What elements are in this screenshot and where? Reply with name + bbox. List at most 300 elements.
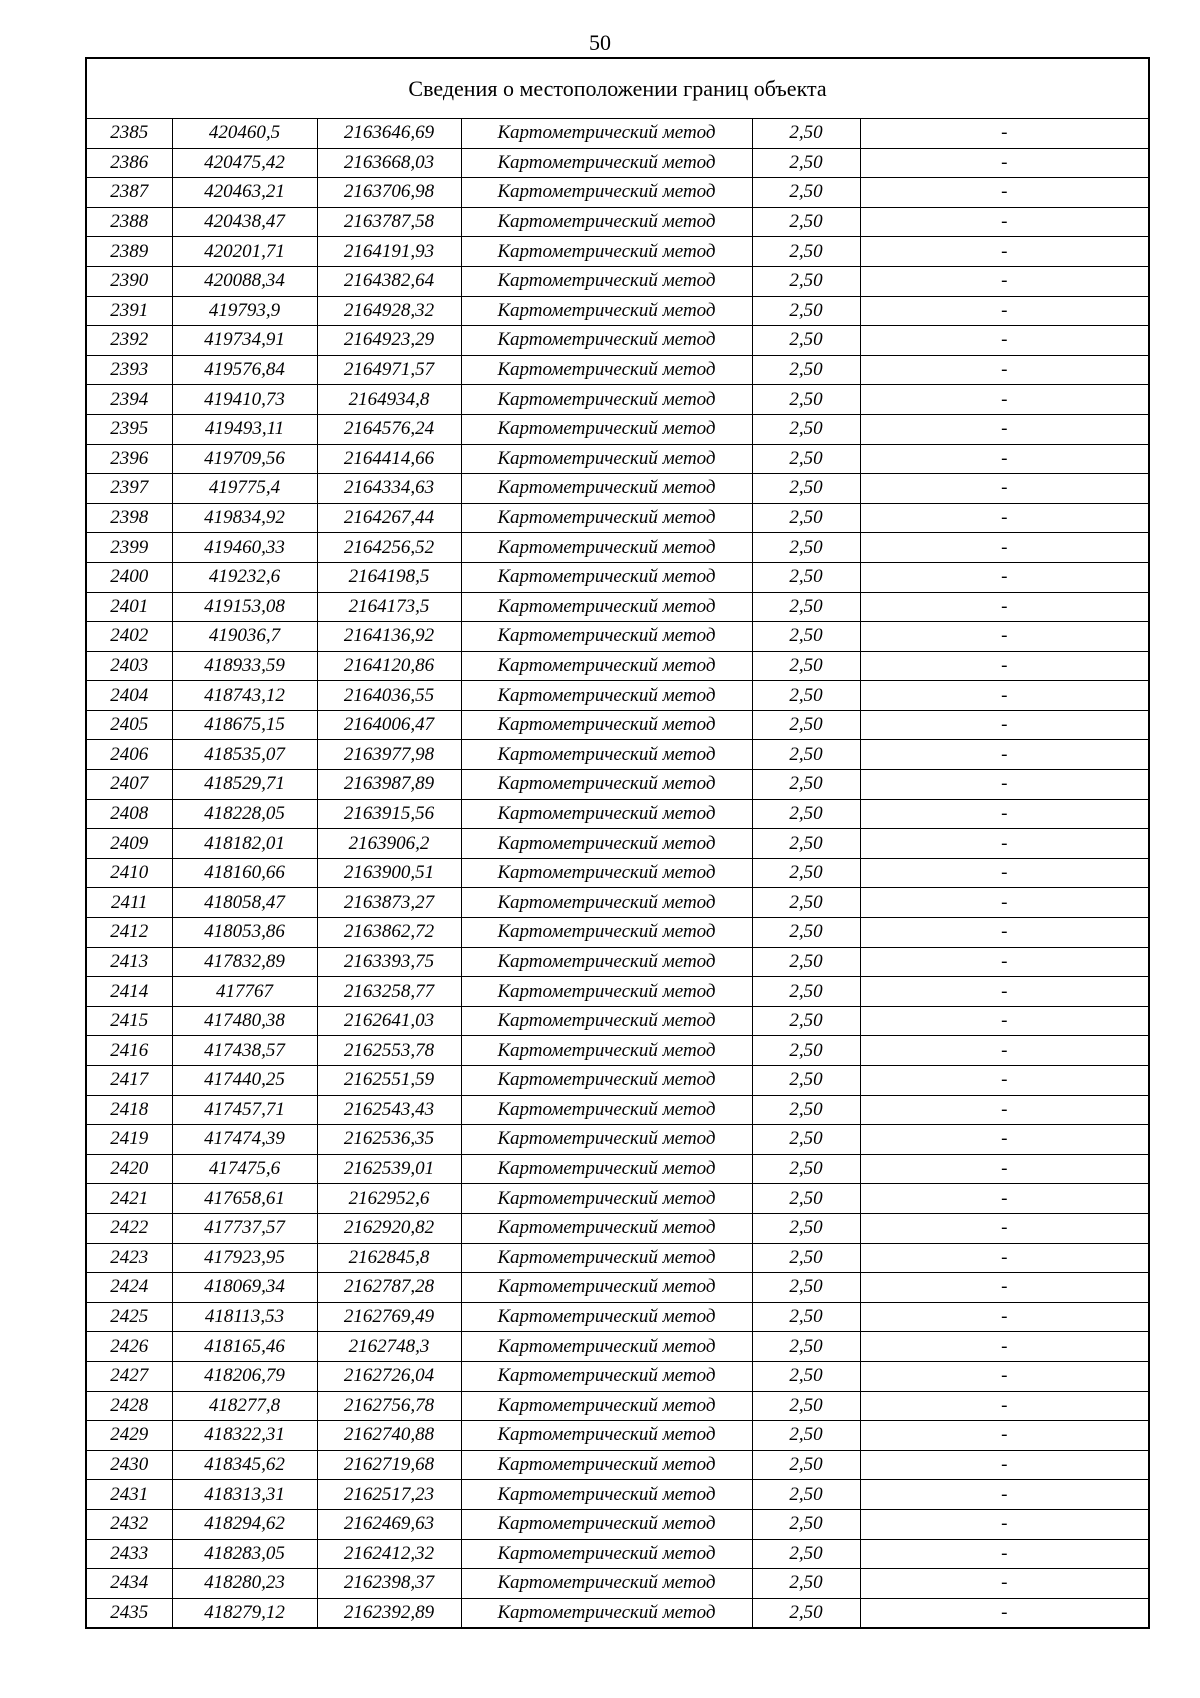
description-cell: - — [860, 1421, 1149, 1451]
y-coordinate-cell: 2162536,35 — [317, 1125, 461, 1155]
description-cell: - — [860, 1095, 1149, 1125]
method-cell: Картометрический метод — [461, 1154, 752, 1184]
method-cell: Картометрический метод — [461, 888, 752, 918]
method-cell: Картометрический метод — [461, 592, 752, 622]
table-row — [86, 1095, 1149, 1125]
description-cell: - — [860, 1569, 1149, 1599]
table-row — [86, 710, 1149, 740]
y-coordinate-cell: 2162787,28 — [317, 1273, 461, 1303]
description-cell: - — [860, 1154, 1149, 1184]
accuracy-cell: 2,50 — [752, 414, 860, 444]
accuracy-cell: 2,50 — [752, 1539, 860, 1569]
accuracy-cell: 2,50 — [752, 148, 860, 178]
y-coordinate-cell: 2164414,66 — [317, 444, 461, 474]
description-cell: - — [860, 1332, 1149, 1362]
y-coordinate-cell: 2164256,52 — [317, 533, 461, 563]
accuracy-cell: 2,50 — [752, 385, 860, 415]
y-coordinate-cell: 2164036,55 — [317, 681, 461, 711]
description-cell: - — [860, 1480, 1149, 1510]
description-cell: - — [860, 266, 1149, 296]
page-number: 50 — [589, 30, 611, 55]
point-number-cell: 2428 — [86, 1391, 172, 1421]
y-coordinate-cell: 2163915,56 — [317, 799, 461, 829]
x-coordinate-cell: 420460,5 — [172, 119, 317, 149]
description-cell: - — [860, 178, 1149, 208]
x-coordinate-cell: 419734,91 — [172, 326, 317, 356]
table-row — [86, 1539, 1149, 1569]
method-cell: Картометрический метод — [461, 1006, 752, 1036]
x-coordinate-cell: 418933,59 — [172, 651, 317, 681]
point-number-cell: 2388 — [86, 207, 172, 237]
table-row — [86, 740, 1149, 770]
y-coordinate-cell: 2164971,57 — [317, 355, 461, 385]
x-coordinate-cell: 420438,47 — [172, 207, 317, 237]
accuracy-cell: 2,50 — [752, 1598, 860, 1628]
accuracy-cell: 2,50 — [752, 1184, 860, 1214]
description-cell: - — [860, 1213, 1149, 1243]
point-number-cell: 2425 — [86, 1302, 172, 1332]
method-cell: Картометрический метод — [461, 651, 752, 681]
method-cell: Картометрический метод — [461, 1066, 752, 1096]
method-cell: Картометрический метод — [461, 1273, 752, 1303]
description-cell: - — [860, 681, 1149, 711]
table-row — [86, 207, 1149, 237]
x-coordinate-cell: 419153,08 — [172, 592, 317, 622]
y-coordinate-cell: 2163862,72 — [317, 918, 461, 948]
x-coordinate-cell: 419793,9 — [172, 296, 317, 326]
accuracy-cell: 2,50 — [752, 1391, 860, 1421]
y-coordinate-cell: 2163393,75 — [317, 947, 461, 977]
x-coordinate-cell: 419410,73 — [172, 385, 317, 415]
method-cell: Картометрический метод — [461, 1036, 752, 1066]
description-cell: - — [860, 533, 1149, 563]
point-number-cell: 2433 — [86, 1539, 172, 1569]
y-coordinate-cell: 2162543,43 — [317, 1095, 461, 1125]
point-number-cell: 2431 — [86, 1480, 172, 1510]
method-cell: Картометрический метод — [461, 1391, 752, 1421]
method-cell: Картометрический метод — [461, 533, 752, 563]
point-number-cell: 2398 — [86, 503, 172, 533]
point-number-cell: 2389 — [86, 237, 172, 267]
table-row — [86, 1154, 1149, 1184]
y-coordinate-cell: 2163646,69 — [317, 119, 461, 149]
table-row — [86, 977, 1149, 1007]
point-number-cell: 2415 — [86, 1006, 172, 1036]
method-cell: Картометрический метод — [461, 326, 752, 356]
method-cell: Картометрический метод — [461, 1539, 752, 1569]
description-cell: - — [860, 1273, 1149, 1303]
point-number-cell: 2430 — [86, 1450, 172, 1480]
description-cell: - — [860, 296, 1149, 326]
description-cell: - — [860, 207, 1149, 237]
point-number-cell: 2394 — [86, 385, 172, 415]
x-coordinate-cell: 417832,89 — [172, 947, 317, 977]
method-cell: Картометрический метод — [461, 385, 752, 415]
table-row — [86, 1066, 1149, 1096]
method-cell: Картометрический метод — [461, 119, 752, 149]
x-coordinate-cell: 418165,46 — [172, 1332, 317, 1362]
method-cell: Картометрический метод — [461, 799, 752, 829]
accuracy-cell: 2,50 — [752, 1036, 860, 1066]
point-number-cell: 2418 — [86, 1095, 172, 1125]
x-coordinate-cell: 420475,42 — [172, 148, 317, 178]
x-coordinate-cell: 418294,62 — [172, 1509, 317, 1539]
description-cell: - — [860, 710, 1149, 740]
point-number-cell: 2407 — [86, 770, 172, 800]
point-number-cell: 2420 — [86, 1154, 172, 1184]
accuracy-cell: 2,50 — [752, 1332, 860, 1362]
method-cell: Картометрический метод — [461, 355, 752, 385]
accuracy-cell: 2,50 — [752, 1480, 860, 1510]
y-coordinate-cell: 2164006,47 — [317, 710, 461, 740]
y-coordinate-cell: 2162726,04 — [317, 1361, 461, 1391]
method-cell: Картометрический метод — [461, 474, 752, 504]
y-coordinate-cell: 2162845,8 — [317, 1243, 461, 1273]
table-row — [86, 1361, 1149, 1391]
table-row — [86, 1569, 1149, 1599]
description-cell: - — [860, 1509, 1149, 1539]
accuracy-cell: 2,50 — [752, 651, 860, 681]
y-coordinate-cell: 2164198,5 — [317, 562, 461, 592]
table-row — [86, 355, 1149, 385]
table-row — [86, 503, 1149, 533]
accuracy-cell: 2,50 — [752, 770, 860, 800]
point-number-cell: 2411 — [86, 888, 172, 918]
accuracy-cell: 2,50 — [752, 1273, 860, 1303]
x-coordinate-cell: 418743,12 — [172, 681, 317, 711]
accuracy-cell: 2,50 — [752, 918, 860, 948]
point-number-cell: 2416 — [86, 1036, 172, 1066]
y-coordinate-cell: 2163906,2 — [317, 829, 461, 859]
table-row — [86, 1509, 1149, 1539]
method-cell: Картометрический метод — [461, 1361, 752, 1391]
accuracy-cell: 2,50 — [752, 1095, 860, 1125]
description-cell: - — [860, 237, 1149, 267]
x-coordinate-cell: 417474,39 — [172, 1125, 317, 1155]
accuracy-cell: 2,50 — [752, 888, 860, 918]
x-coordinate-cell: 419232,6 — [172, 562, 317, 592]
table-row — [86, 474, 1149, 504]
y-coordinate-cell: 2162920,82 — [317, 1213, 461, 1243]
table-row — [86, 888, 1149, 918]
table-row — [86, 1480, 1149, 1510]
y-coordinate-cell: 2163668,03 — [317, 148, 461, 178]
description-cell: - — [860, 858, 1149, 888]
y-coordinate-cell: 2164928,32 — [317, 296, 461, 326]
accuracy-cell: 2,50 — [752, 1509, 860, 1539]
x-coordinate-cell: 419775,4 — [172, 474, 317, 504]
table-row — [86, 918, 1149, 948]
x-coordinate-cell: 417480,38 — [172, 1006, 317, 1036]
y-coordinate-cell: 2164576,24 — [317, 414, 461, 444]
description-cell: - — [860, 503, 1149, 533]
method-cell: Картометрический метод — [461, 207, 752, 237]
point-number-cell: 2429 — [86, 1421, 172, 1451]
description-cell: - — [860, 1066, 1149, 1096]
method-cell: Картометрический метод — [461, 1213, 752, 1243]
table-row — [86, 119, 1149, 149]
method-cell: Картометрический метод — [461, 770, 752, 800]
y-coordinate-cell: 2162756,78 — [317, 1391, 461, 1421]
x-coordinate-cell: 417923,95 — [172, 1243, 317, 1273]
method-cell: Картометрический метод — [461, 1569, 752, 1599]
x-coordinate-cell: 418053,86 — [172, 918, 317, 948]
method-cell: Картометрический метод — [461, 1509, 752, 1539]
description-cell: - — [860, 444, 1149, 474]
y-coordinate-cell: 2163900,51 — [317, 858, 461, 888]
y-coordinate-cell: 2164923,29 — [317, 326, 461, 356]
point-number-cell: 2426 — [86, 1332, 172, 1362]
accuracy-cell: 2,50 — [752, 1450, 860, 1480]
x-coordinate-cell: 418345,62 — [172, 1450, 317, 1480]
point-number-cell: 2406 — [86, 740, 172, 770]
x-coordinate-cell: 417457,71 — [172, 1095, 317, 1125]
table-row — [86, 562, 1149, 592]
description-cell: - — [860, 119, 1149, 149]
x-coordinate-cell: 418058,47 — [172, 888, 317, 918]
accuracy-cell: 2,50 — [752, 1569, 860, 1599]
method-cell: Картометрический метод — [461, 503, 752, 533]
point-number-cell: 2405 — [86, 710, 172, 740]
x-coordinate-cell: 417767 — [172, 977, 317, 1007]
point-number-cell: 2385 — [86, 119, 172, 149]
x-coordinate-cell: 420088,34 — [172, 266, 317, 296]
table-row — [86, 385, 1149, 415]
description-cell: - — [860, 1539, 1149, 1569]
table-row — [86, 770, 1149, 800]
y-coordinate-cell: 2163258,77 — [317, 977, 461, 1007]
description-cell: - — [860, 977, 1149, 1007]
point-number-cell: 2397 — [86, 474, 172, 504]
point-number-cell: 2403 — [86, 651, 172, 681]
method-cell: Картометрический метод — [461, 977, 752, 1007]
point-number-cell: 2432 — [86, 1509, 172, 1539]
x-coordinate-cell: 419460,33 — [172, 533, 317, 563]
table-row — [86, 1036, 1149, 1066]
method-cell: Картометрический метод — [461, 414, 752, 444]
table-row — [86, 651, 1149, 681]
table-row — [86, 1450, 1149, 1480]
x-coordinate-cell: 418160,66 — [172, 858, 317, 888]
accuracy-cell: 2,50 — [752, 1243, 860, 1273]
table-title-row — [86, 58, 1149, 119]
x-coordinate-cell: 417658,61 — [172, 1184, 317, 1214]
y-coordinate-cell: 2164334,63 — [317, 474, 461, 504]
y-coordinate-cell: 2164267,44 — [317, 503, 461, 533]
method-cell: Картометрический метод — [461, 1095, 752, 1125]
point-number-cell: 2401 — [86, 592, 172, 622]
point-number-cell: 2399 — [86, 533, 172, 563]
accuracy-cell: 2,50 — [752, 829, 860, 859]
accuracy-cell: 2,50 — [752, 326, 860, 356]
y-coordinate-cell: 2164136,92 — [317, 622, 461, 652]
table-row — [86, 622, 1149, 652]
description-cell: - — [860, 947, 1149, 977]
accuracy-cell: 2,50 — [752, 355, 860, 385]
accuracy-cell: 2,50 — [752, 533, 860, 563]
table-row — [86, 829, 1149, 859]
accuracy-cell: 2,50 — [752, 1213, 860, 1243]
method-cell: Картометрический метод — [461, 681, 752, 711]
point-number-cell: 2404 — [86, 681, 172, 711]
x-coordinate-cell: 417475,6 — [172, 1154, 317, 1184]
point-number-cell: 2419 — [86, 1125, 172, 1155]
y-coordinate-cell: 2162469,63 — [317, 1509, 461, 1539]
method-cell: Картометрический метод — [461, 266, 752, 296]
y-coordinate-cell: 2162412,32 — [317, 1539, 461, 1569]
description-cell: - — [860, 148, 1149, 178]
description-cell: - — [860, 740, 1149, 770]
accuracy-cell: 2,50 — [752, 237, 860, 267]
table-row — [86, 1391, 1149, 1421]
y-coordinate-cell: 2164382,64 — [317, 266, 461, 296]
accuracy-cell: 2,50 — [752, 1154, 860, 1184]
table-row — [86, 178, 1149, 208]
y-coordinate-cell: 2162641,03 — [317, 1006, 461, 1036]
accuracy-cell: 2,50 — [752, 1421, 860, 1451]
y-coordinate-cell: 2164191,93 — [317, 237, 461, 267]
description-cell: - — [860, 1006, 1149, 1036]
method-cell: Картометрический метод — [461, 1450, 752, 1480]
accuracy-cell: 2,50 — [752, 947, 860, 977]
accuracy-cell: 2,50 — [752, 977, 860, 1007]
description-cell: - — [860, 1243, 1149, 1273]
table-row — [86, 296, 1149, 326]
x-coordinate-cell: 418277,8 — [172, 1391, 317, 1421]
description-cell: - — [860, 474, 1149, 504]
table-row — [86, 237, 1149, 267]
y-coordinate-cell: 2162398,37 — [317, 1569, 461, 1599]
boundary-table-body — [86, 58, 1149, 1628]
accuracy-cell: 2,50 — [752, 1361, 860, 1391]
point-number-cell: 2412 — [86, 918, 172, 948]
table-row — [86, 592, 1149, 622]
accuracy-cell: 2,50 — [752, 296, 860, 326]
accuracy-cell: 2,50 — [752, 740, 860, 770]
x-coordinate-cell: 418182,01 — [172, 829, 317, 859]
x-coordinate-cell: 418280,23 — [172, 1569, 317, 1599]
y-coordinate-cell: 2162740,88 — [317, 1421, 461, 1451]
boundary-table — [85, 57, 1150, 1629]
description-cell: - — [860, 651, 1149, 681]
description-cell: - — [860, 770, 1149, 800]
table-row — [86, 799, 1149, 829]
y-coordinate-cell: 2163706,98 — [317, 178, 461, 208]
x-coordinate-cell: 418228,05 — [172, 799, 317, 829]
table-row — [86, 1125, 1149, 1155]
point-number-cell: 2386 — [86, 148, 172, 178]
point-number-cell: 2413 — [86, 947, 172, 977]
y-coordinate-cell: 2164120,86 — [317, 651, 461, 681]
y-coordinate-cell: 2162539,01 — [317, 1154, 461, 1184]
x-coordinate-cell: 419493,11 — [172, 414, 317, 444]
point-number-cell: 2434 — [86, 1569, 172, 1599]
accuracy-cell: 2,50 — [752, 1302, 860, 1332]
point-number-cell: 2391 — [86, 296, 172, 326]
method-cell: Картометрический метод — [461, 178, 752, 208]
point-number-cell: 2414 — [86, 977, 172, 1007]
table-row — [86, 414, 1149, 444]
x-coordinate-cell: 418069,34 — [172, 1273, 317, 1303]
method-cell: Картометрический метод — [461, 1480, 752, 1510]
description-cell: - — [860, 355, 1149, 385]
accuracy-cell: 2,50 — [752, 474, 860, 504]
method-cell: Картометрический метод — [461, 918, 752, 948]
accuracy-cell: 2,50 — [752, 1006, 860, 1036]
point-number-cell: 2424 — [86, 1273, 172, 1303]
method-cell: Картометрический метод — [461, 1598, 752, 1628]
accuracy-cell: 2,50 — [752, 207, 860, 237]
table-row — [86, 148, 1149, 178]
table-row — [86, 1332, 1149, 1362]
method-cell: Картометрический метод — [461, 562, 752, 592]
point-number-cell: 2400 — [86, 562, 172, 592]
description-cell: - — [860, 1125, 1149, 1155]
accuracy-cell: 2,50 — [752, 503, 860, 533]
point-number-cell: 2395 — [86, 414, 172, 444]
x-coordinate-cell: 417440,25 — [172, 1066, 317, 1096]
point-number-cell: 2408 — [86, 799, 172, 829]
point-number-cell: 2423 — [86, 1243, 172, 1273]
description-cell: - — [860, 829, 1149, 859]
point-number-cell: 2409 — [86, 829, 172, 859]
x-coordinate-cell: 417438,57 — [172, 1036, 317, 1066]
y-coordinate-cell: 2163787,58 — [317, 207, 461, 237]
y-coordinate-cell: 2163873,27 — [317, 888, 461, 918]
point-number-cell: 2417 — [86, 1066, 172, 1096]
point-number-cell: 2396 — [86, 444, 172, 474]
table-row — [86, 947, 1149, 977]
x-coordinate-cell: 418322,31 — [172, 1421, 317, 1451]
table-row — [86, 444, 1149, 474]
accuracy-cell: 2,50 — [752, 562, 860, 592]
accuracy-cell: 2,50 — [752, 681, 860, 711]
method-cell: Картометрический метод — [461, 710, 752, 740]
description-cell: - — [860, 326, 1149, 356]
x-coordinate-cell: 418283,05 — [172, 1539, 317, 1569]
x-coordinate-cell: 419834,92 — [172, 503, 317, 533]
table-row — [86, 1006, 1149, 1036]
table-row — [86, 266, 1149, 296]
description-cell: - — [860, 1450, 1149, 1480]
table-row — [86, 1213, 1149, 1243]
table-row — [86, 1243, 1149, 1273]
description-cell: - — [860, 1036, 1149, 1066]
table-row — [86, 1273, 1149, 1303]
accuracy-cell: 2,50 — [752, 266, 860, 296]
x-coordinate-cell: 420201,71 — [172, 237, 317, 267]
accuracy-cell: 2,50 — [752, 858, 860, 888]
y-coordinate-cell: 2162553,78 — [317, 1036, 461, 1066]
method-cell: Картометрический метод — [461, 1125, 752, 1155]
accuracy-cell: 2,50 — [752, 119, 860, 149]
accuracy-cell: 2,50 — [752, 1066, 860, 1096]
y-coordinate-cell: 2162392,89 — [317, 1598, 461, 1628]
x-coordinate-cell: 418535,07 — [172, 740, 317, 770]
accuracy-cell: 2,50 — [752, 799, 860, 829]
description-cell: - — [860, 592, 1149, 622]
x-coordinate-cell: 417737,57 — [172, 1213, 317, 1243]
method-cell: Картометрический метод — [461, 148, 752, 178]
y-coordinate-cell: 2162517,23 — [317, 1480, 461, 1510]
method-cell: Картометрический метод — [461, 622, 752, 652]
description-cell: - — [860, 1184, 1149, 1214]
method-cell: Картометрический метод — [461, 858, 752, 888]
point-number-cell: 2392 — [86, 326, 172, 356]
x-coordinate-cell: 418675,15 — [172, 710, 317, 740]
method-cell: Картометрический метод — [461, 296, 752, 326]
y-coordinate-cell: 2163987,89 — [317, 770, 461, 800]
